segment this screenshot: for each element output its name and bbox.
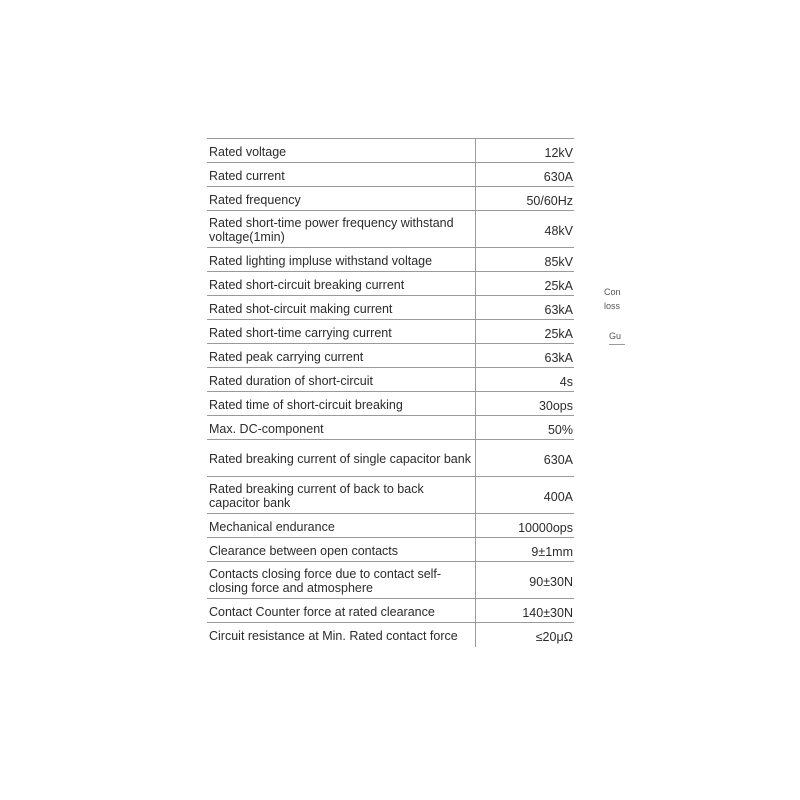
value-cell: 10000ops	[518, 520, 573, 535]
param-cell: Rated time of short-circuit breaking	[207, 392, 476, 416]
table-row	[207, 211, 574, 248]
table-row	[207, 163, 574, 187]
table-row	[207, 440, 574, 477]
value-cell: 630A	[543, 453, 573, 467]
table-row	[207, 320, 574, 344]
param-cell: Rated lighting impluse withstand voltage	[207, 248, 476, 272]
param-cell: Rated voltage	[207, 139, 476, 163]
value-cell: 50%	[547, 422, 573, 437]
table-row	[207, 187, 574, 211]
param-cell: Rated breaking current of single capacitor bank	[207, 440, 476, 477]
param-cell: Clearance between open contacts	[207, 538, 476, 562]
table-row	[207, 538, 574, 562]
value-cell: 25kA	[544, 278, 573, 293]
param-cell: Contacts closing force due to contact self-closing force and atmosphere	[207, 562, 476, 599]
value-cell: ≤20μΩ	[535, 629, 573, 644]
param-cell: Rated frequency	[207, 187, 476, 211]
param-cell: Rated short-circuit breaking current	[207, 272, 476, 296]
value-cell: 50/60Hz	[526, 193, 573, 208]
side-fragment-loss: loss	[604, 301, 621, 311]
table-row	[207, 344, 574, 368]
value-cell: 48kV	[544, 224, 573, 238]
value-cell: 25kA	[544, 326, 573, 341]
value-cell: 400A	[543, 490, 573, 504]
table-row	[207, 368, 574, 392]
param-cell: Circuit resistance at Min. Rated contact force	[207, 623, 476, 647]
table-row	[207, 392, 574, 416]
table-row	[207, 248, 574, 272]
spec-table	[207, 138, 574, 647]
value-cell: 85kV	[544, 254, 573, 269]
value-cell: 9±1mm	[531, 544, 573, 559]
value-cell: 630A	[543, 169, 573, 184]
param-cell: Rated current	[207, 163, 476, 187]
value-cell: 63kA	[544, 302, 573, 317]
param-cell: Rated breaking current of back to back capacitor bank	[207, 477, 476, 514]
value-cell: 90±30N	[529, 575, 573, 589]
table-row	[207, 416, 574, 440]
param-cell: Rated peak carrying current	[207, 344, 476, 368]
value-cell: 30ops	[538, 398, 573, 413]
table-row	[207, 599, 574, 623]
value-cell: 4s	[559, 374, 573, 389]
side-fragment-con: Con	[604, 287, 621, 297]
param-cell: Rated shot-circuit making current	[207, 296, 476, 320]
param-cell: Rated short-time power frequency withstand voltage(1min)	[207, 211, 476, 248]
table-row	[207, 477, 574, 514]
table-row	[207, 296, 574, 320]
param-cell: Mechanical endurance	[207, 514, 476, 538]
table-row	[207, 514, 574, 538]
param-cell: Rated duration of short-circuit	[207, 368, 476, 392]
param-cell: Max. DC-component	[207, 416, 476, 440]
side-fragment-gu: Gu	[609, 331, 625, 345]
value-cell: 140±30N	[522, 605, 573, 620]
value-cell: 12kV	[544, 145, 573, 160]
table-row	[207, 139, 574, 163]
param-cell: Rated short-time carrying current	[207, 320, 476, 344]
table-row	[207, 562, 574, 599]
param-cell: Contact Counter force at rated clearance	[207, 599, 476, 623]
value-cell: 63kA	[544, 350, 573, 365]
table-row	[207, 272, 574, 296]
table-row	[207, 623, 574, 647]
